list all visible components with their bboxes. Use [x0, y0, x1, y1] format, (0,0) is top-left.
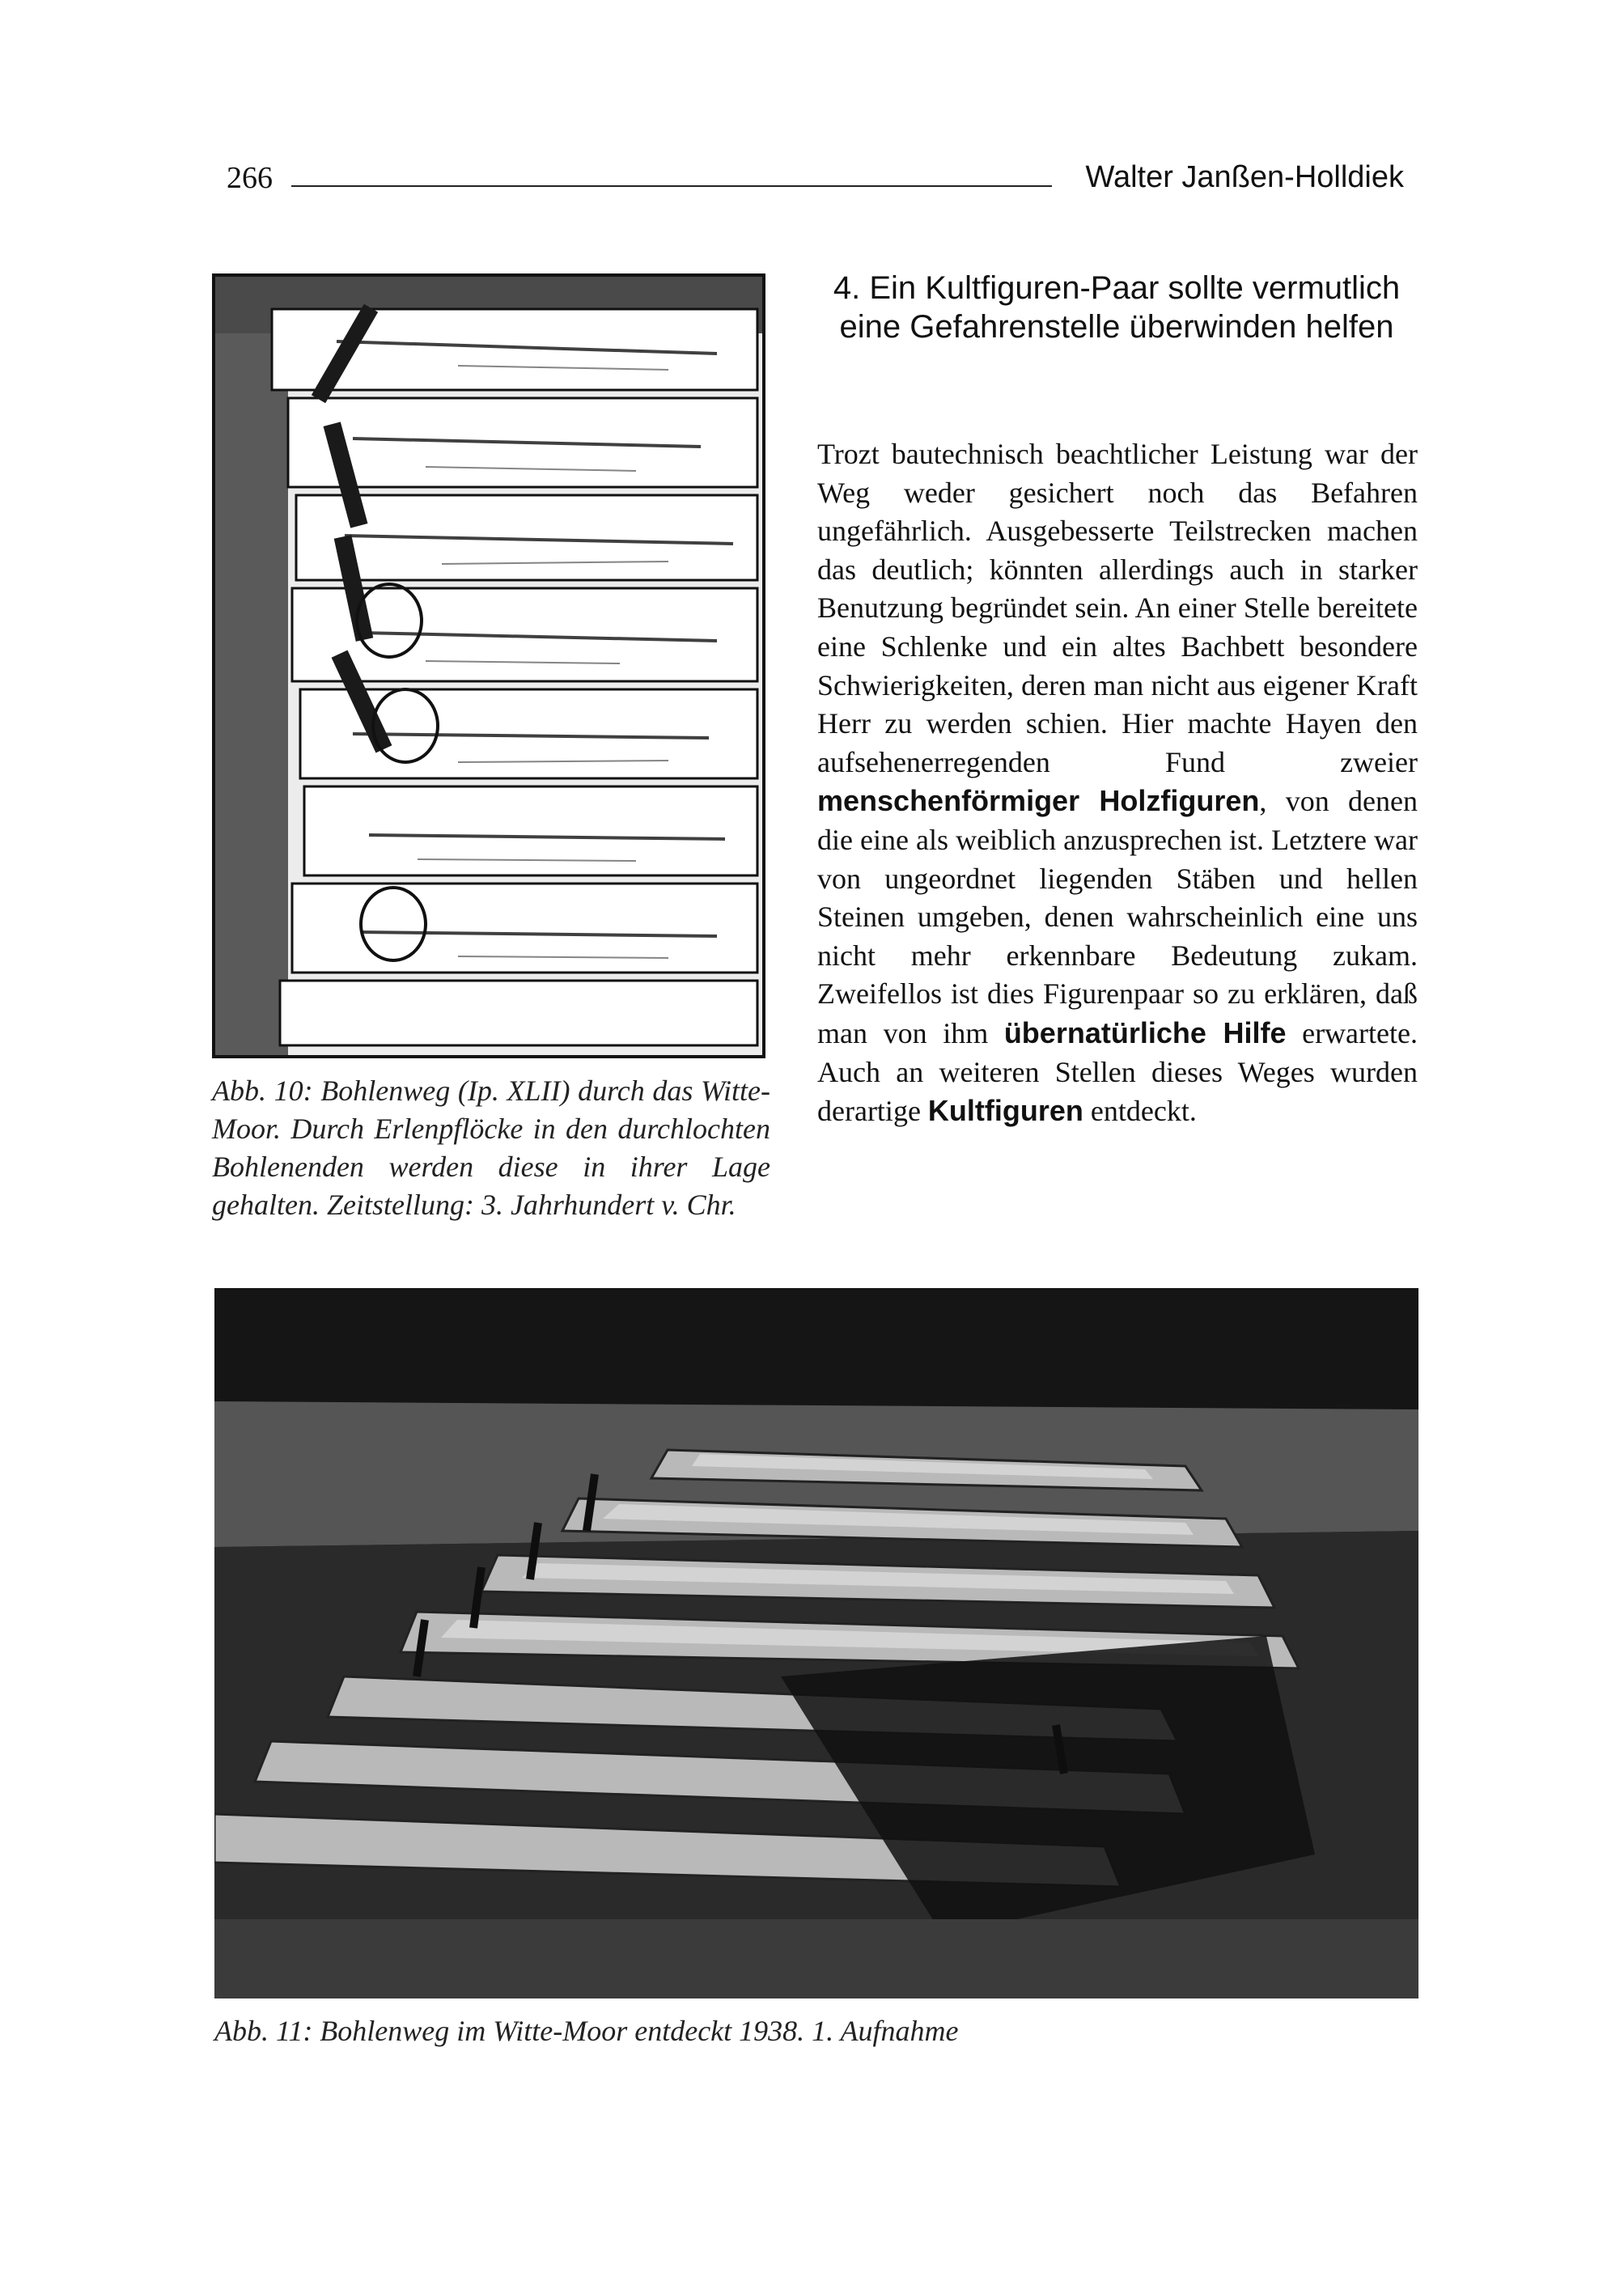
- page-number: 266: [227, 161, 273, 195]
- figure-10-caption: Abb. 10: Bohlenweg (Ip. XLII) durch das Witte-Moor. Durch Erlenpflöcke in den durchlochten Bohlenenden werden diese in ihrer Lage gehalten. Zeitstellung: 3. Jahrhundert v. Chr.: [212, 1074, 770, 1221]
- section-heading: 4. Ein Kultfiguren-Paar sollte vermutlich eine Gefahrenstelle überwinden helfen: [833, 270, 1401, 345]
- body-paragraph: [817, 435, 1418, 1131]
- body-text-part: erwartete. Auch an weiteren Stellen dieses Weges wurden derartige: [817, 1016, 1418, 1128]
- body-text-part: entdeckt.: [1083, 1095, 1197, 1128]
- emphasis-wooden-figures: menschenförmiger Holzfiguren: [817, 784, 1260, 818]
- running-head: [214, 159, 1420, 207]
- emphasis-supernatural-help: übernatürliche Hilfe: [1003, 1015, 1287, 1049]
- figure-10-drawing: [212, 273, 765, 1058]
- figure-11-caption: Abb. 11: Bohlenweg im Witte-Moor entdeckt 1938. 1. Aufnahme: [214, 2015, 959, 2047]
- emphasis-cult-figures: Kultfiguren: [927, 1094, 1083, 1128]
- body-text-part: , von denen die eine als weiblich anzusprechen ist. Letztere war von ungeordnet liegenden Stäben und hellen Steinen umgeben, denen wahrscheinlich eine uns nicht mehr erkennbare Bedeutung zukam. Zweifellos ist dies Figurenpaar so zu erklären, daß man von ihm: [817, 785, 1418, 1049]
- header-rule: [291, 185, 1052, 187]
- plank-road-sketch: [215, 277, 762, 1055]
- body-text-part: Trozt bautechnisch beachtlicher Leistung war der Weg weder gesichert noch das Befahren ungefährlich. Ausgebesserte Teilstrecken machen das deutlich; könnten allerdings auch in starker Benutzung begründet sein. An einer Stelle bereitete eine Schlenke und ein altes Bachbett besondere Schwierigkeiten, deren man nicht aus eigener Kraft Herr zu werden schien. Hier machte Hayen den aufsehenerregenden Fund zweier: [817, 438, 1418, 778]
- figure-11-photo: [214, 1288, 1418, 1998]
- running-head-author: Walter Janßen-Holldiek: [1085, 160, 1404, 194]
- excavation-photo: [214, 1288, 1418, 1998]
